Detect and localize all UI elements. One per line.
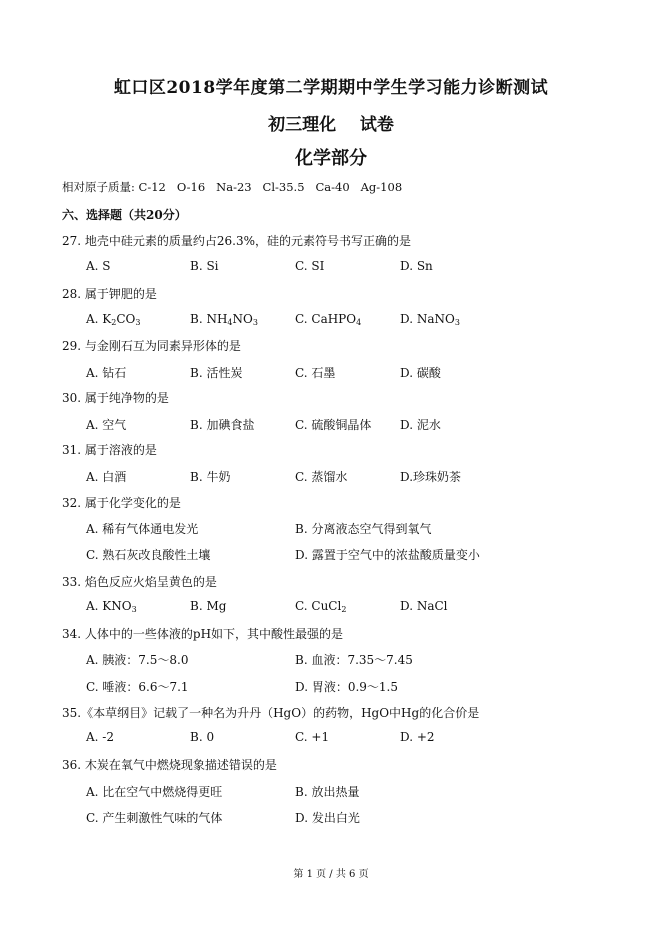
question-35-option-a: A. -2 <box>86 730 114 744</box>
question-29-stem: 29. 与金刚石互为同素异形体的是 <box>62 339 241 353</box>
question-33-option-a: A. $KNO_3$ <box>86 599 137 614</box>
question-36-stem: 36. 木炭在氧气中燃烧现象描述错误的是 <box>62 758 277 772</box>
question-34-option-c: C. 唾液：6.6～7.1 <box>86 680 189 694</box>
question-29-option-a: A. 钻石 <box>86 366 127 380</box>
question-31-stem: 31. 属于溶液的是 <box>62 443 157 457</box>
question-30-option-b: B. 加碘食盐 <box>190 418 255 432</box>
question-31-option-c: C. 蒸馏水 <box>295 470 348 484</box>
question-36-option-d: D. 发出白光 <box>295 811 360 825</box>
question-27-option-d: D. Sn <box>400 259 433 273</box>
question-34-stem: 34. 人体中的一些体液的pH如下，其中酸性最强的是 <box>62 627 344 641</box>
question-34-option-a: A. 胰液：7.5～8.0 <box>86 653 189 667</box>
question-31-option-b: B. 牛奶 <box>190 470 231 484</box>
question-32-option-a: A. 稀有气体通电发光 <box>86 522 199 536</box>
question-30-stem: 30. 属于纯净物的是 <box>62 391 169 405</box>
question-28-stem: 28. 属于钾肥的是 <box>62 287 157 301</box>
question-33-option-c: C. CuCl$_2$ <box>295 599 347 614</box>
question-27-option-b: B. Si <box>190 259 219 273</box>
question-30-option-a: A. 空气 <box>86 418 127 432</box>
question-28-option-a: A. $K_2CO_3$ <box>86 312 141 327</box>
exam-title: 虹口区2018学年度第二学期期中学生学习能力诊断测试 <box>113 78 549 98</box>
question-35-option-b: B. 0 <box>190 730 215 744</box>
question-29-option-b: B. 活性炭 <box>190 366 243 380</box>
question-29-option-d: D. 碳酸 <box>400 366 441 380</box>
exam-subtitle: 初三理化 试卷 <box>268 115 394 135</box>
question-35-stem: 35.《本草纲目》记载了一种名为升丹（HgO）的药物，HgO中Hg的化合价是 <box>62 706 480 720</box>
question-30-option-d: D. 泥水 <box>400 418 441 432</box>
question-28-option-b: B. $NH_4NO_3$ <box>190 312 258 327</box>
question-32-stem: 32. 属于化学变化的是 <box>62 496 181 510</box>
question-34-option-d: D. 胃液：0.9～1.5 <box>295 680 398 694</box>
question-27-option-c: C. SI <box>295 259 325 273</box>
question-36-option-c: C. 产生刺激性气味的气体 <box>86 811 223 825</box>
question-33-option-b: B. Mg <box>190 599 227 613</box>
page-number: 第 1 页 / 共 6 页 <box>293 869 369 880</box>
question-27-stem: 27. 地壳中硅元素的质量约占26.3%，硅的元素符号书写正确的是 <box>62 234 412 248</box>
section-title: 六、选择题（共20分） <box>62 208 187 222</box>
question-28-option-d: D. NaNO$_3$ <box>400 312 460 327</box>
question-34-option-b: B. 血液：7.35～7.45 <box>295 653 413 667</box>
atomic-masses: 相对原子质量: C-12 O-16 Na-23 Cl-35.5 Ca-40 Ag-108 <box>62 180 403 194</box>
question-32-option-d: D. 露置于空气中的浓盐酸质量变小 <box>295 548 480 562</box>
question-32-option-c: C. 熟石灰改良酸性土壤 <box>86 548 211 562</box>
question-28-option-c: C. CaHPO$_4$ <box>295 312 362 327</box>
question-33-stem: 33. 焰色反应火焰呈黄色的是 <box>62 575 217 589</box>
question-35-option-d: D. +2 <box>400 730 435 744</box>
question-32-option-b: B. 分离液态空气得到氧气 <box>295 522 432 536</box>
question-29-option-c: C. 石墨 <box>295 366 336 380</box>
question-36-option-a: A. 比在空气中燃烧得更旺 <box>86 785 223 799</box>
question-27-option-a: A. S <box>86 259 111 273</box>
question-35-option-c: C. +1 <box>295 730 330 744</box>
question-30-option-c: C. 硫酸铜晶体 <box>295 418 372 432</box>
question-31-option-d: D.珍珠奶茶 <box>400 470 462 484</box>
question-36-option-b: B. 放出热量 <box>295 785 360 799</box>
exam-part-title: 化学部分 <box>295 148 367 169</box>
question-33-option-d: D. NaCl <box>400 599 448 613</box>
question-31-option-a: A. 白酒 <box>86 470 127 484</box>
